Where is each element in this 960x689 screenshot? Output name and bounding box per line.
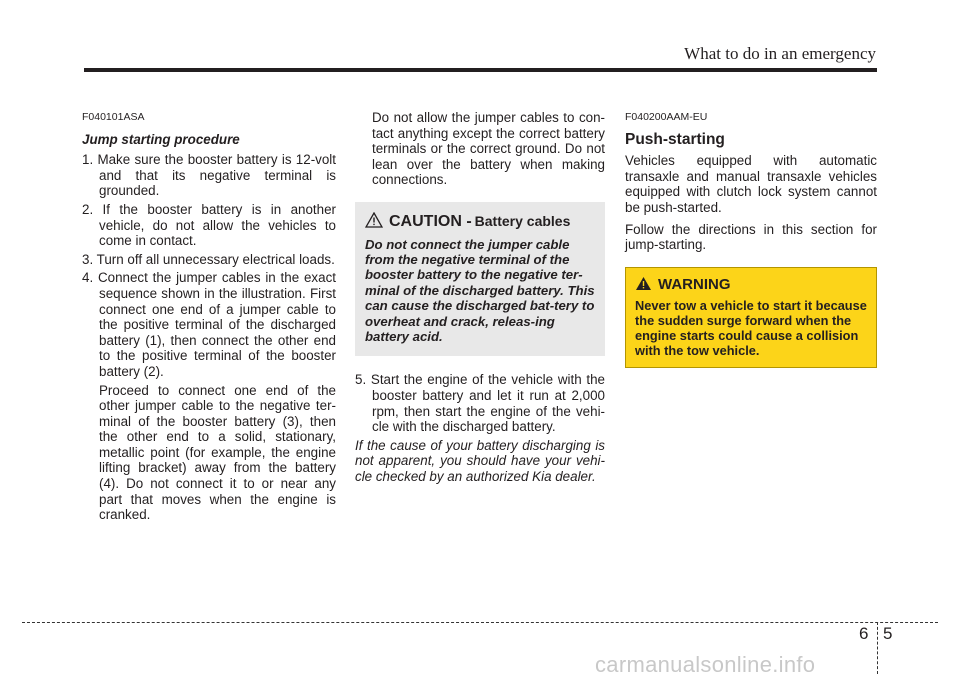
- note-paragraph: If the cause of your battery discharging is not apparent, you should have your vehi-cle checked by an authorized Kia dealer.: [355, 437, 605, 484]
- body-paragraph: Vehicles equipped with automatic transaxle and manual transaxle vehicles equipped with clutch lock system cannot be push-started.: [625, 153, 877, 215]
- section-title: Push-starting: [625, 130, 725, 148]
- footer-divider: [877, 622, 878, 674]
- column-1: [82, 110, 336, 529]
- warning-title: WARNING: [658, 276, 731, 294]
- section-code: F040200AAM-EU: [625, 111, 708, 123]
- page-number: 5: [883, 624, 893, 643]
- section-code: F040101ASA: [82, 111, 145, 123]
- body-paragraph: Proceed to connect one end of the other jumper cable to the negative ter-minal of the booster battery (3), then the other end to a solid, stationary, metallic point (for example, the engine lifting bracket) away from the battery (4). Do not connect it to or near any part that moves when the engine is cranked.: [99, 382, 336, 523]
- list-item: 1. Make sure the booster battery is 12-volt and that its negative terminal is grounded.: [82, 152, 336, 199]
- column-3: [625, 110, 877, 368]
- caution-text: Do not connect the jumper cable from the negative terminal of the booster battery to the negative ter-minal of the discharged battery. This can cause the discharged bat-tery to overheat and crack, releas-ing battery acid.: [365, 236, 595, 344]
- list-item: 3. Turn off all unnecessary electrical loads.: [82, 251, 335, 267]
- caution-subtitle: Battery cables: [474, 212, 571, 229]
- chapter-number: 6: [859, 624, 869, 643]
- footer-rule: [22, 622, 938, 623]
- warning-text: Never tow a vehicle to start it because the sudden surge forward when the engine starts could cause a collision with the tow vehicle.: [635, 298, 867, 359]
- list-item: 4. Connect the jumper cables in the exact sequence shown in the illustration. First connect one end of a jumper cable to the positive terminal of the discharged battery (1), then connect the other end to the positive terminal of the booster battery (2).: [82, 270, 336, 379]
- warning-triangle-icon: [365, 212, 383, 232]
- watermark: carmanualsonline.info: [595, 652, 816, 677]
- caution-header: [365, 212, 596, 232]
- caution-title: CAUTION -: [389, 212, 472, 230]
- header-rule: [84, 68, 877, 72]
- caution-box: [355, 202, 605, 356]
- column-2: [355, 110, 605, 491]
- list-item: 2. If the booster battery is in another vehicle, do not allow the vehicles to come in contact.: [82, 201, 336, 249]
- list-item: 5. Start the engine of the vehicle with the booster battery and let it run at 2,000 rpm, then start the engine of the vehi-cle with the discharged battery.: [355, 372, 605, 435]
- warning-header: [635, 276, 867, 295]
- section-subtitle: Jump starting procedure: [82, 131, 240, 147]
- warning-box: [625, 267, 877, 369]
- body-paragraph: Follow the directions in this section for jump-starting.: [625, 221, 877, 253]
- warning-triangle-filled-icon: [635, 276, 652, 295]
- body-paragraph: Do not allow the jumper cables to con-tact anything except the correct battery terminals or the correct ground. Do not lean over the battery when making connections.: [372, 110, 605, 188]
- page-header-title: What to do in an emergency: [684, 44, 876, 63]
